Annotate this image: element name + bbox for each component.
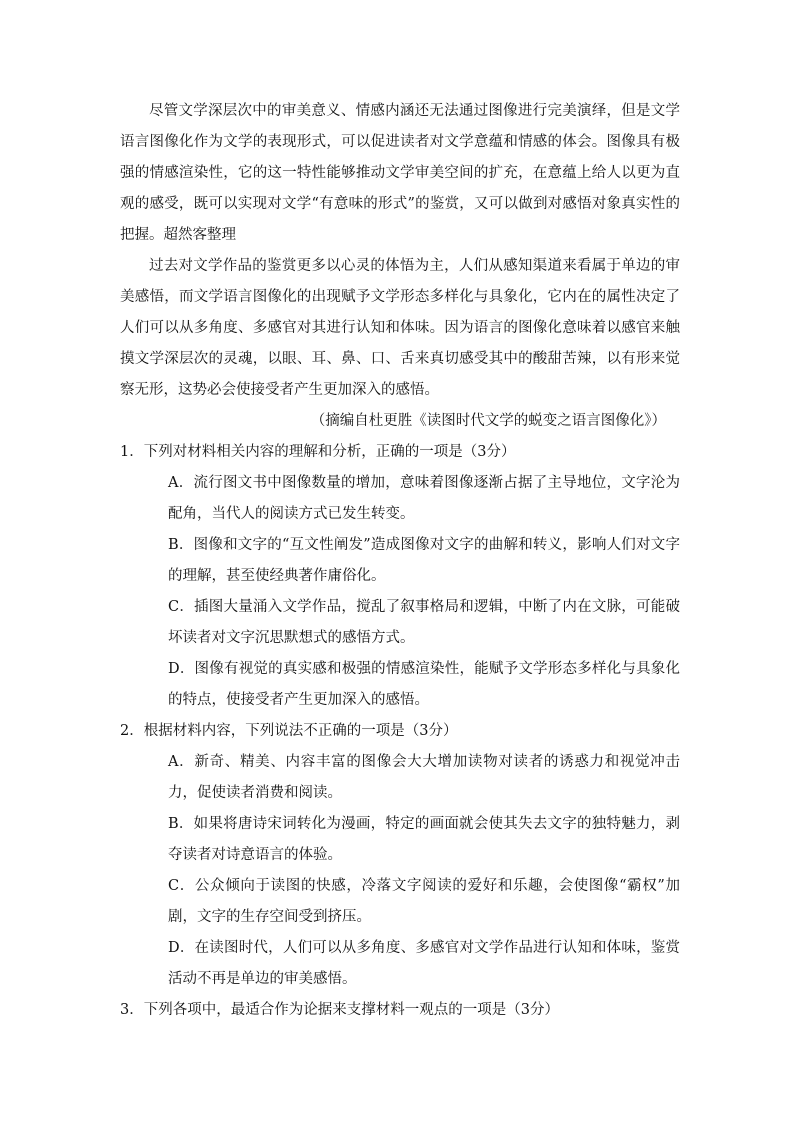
document-page (120, 96, 680, 1026)
passage-paragraph-2: 过去对文学作品的鉴赏更多以心灵的体悟为主，人们从感知渠道来看属于单边的审美感悟，而文学语言图像化的出现赋予文学形态多样化与具象化，它内在的属性决定了人们可以从多角度、多感官对其进行认知和体味。因为语言的图像化意味着以感官来触摸文学深层次的灵魂，以眼、耳、鼻、口、舌来真切感受其中的酸甜苦辣，以有形来觉察无形，这势必会使接受者产生更加深入的感悟。 (120, 258, 680, 398)
option-a: A．流行图文书中图像数量的增加，意味着图像逐渐占据了主导地位，文字沦为配角，当代人的阅读方式已发生转变。 (168, 475, 680, 522)
option-b: B．图像和文字的“互文性阐发”造成图像对文字的曲解和转义，影响人们对文字的理解，甚至使经典著作庸俗化。 (168, 537, 680, 584)
question-stem: 2．根据材料内容，下列说法不正确的一项是（3分） (120, 723, 458, 739)
question-2 (120, 716, 680, 995)
question-3 (120, 995, 680, 1026)
question-stem: 3．下列各项中，最适合作为论据来支撑材料一观点的一项是（3分） (120, 1002, 559, 1018)
question-stem: 1．下列对材料相关内容的理解和分析，正确的一项是（3分） (120, 444, 516, 460)
option-b: B．如果将唐诗宋词转化为漫画，特定的画面就会使其失去文字的独特魅力，剥夺读者对诗意语言的体验。 (168, 816, 680, 863)
option-a: A．新奇、精美、内容丰富的图像会大大增加读物对读者的诱惑力和视觉冲击力，促使读者消费和阅读。 (168, 754, 680, 801)
option-d: D．在读图时代，人们可以从多角度、多感官对文学作品进行认知和体味，鉴赏活动不再是单边的审美感悟。 (168, 940, 680, 987)
option-c: C．插图大量涌入文学作品，搅乱了叙事格局和逻辑，中断了内在文脉，可能破坏读者对文字沉思默想式的感悟方式。 (168, 599, 680, 646)
option-d: D．图像有视觉的真实感和极强的情感渲染性，能赋予文学形态多样化与具象化的特点，使接受者产生更加深入的感悟。 (168, 661, 680, 708)
question-1 (120, 437, 680, 716)
passage-source: （摘编自杜更胜《读图时代文学的蜕变之语言图像化》） (310, 413, 666, 429)
passage-paragraph-1: 尽管文学深层次中的审美意义、情感内涵还无法通过图像进行完美演绎，但是文学语言图像化作为文学的表现形式，可以促进读者对文学意蕴和情感的体会。图像具有极强的情感渲染性，它的这一特性能够推动文学审美空间的扩充，在意蕴上给人以更为直观的感受，既可以实现对文学“有意味的形式”的鉴赏，又可以做到对感悟对象真实性的把握。超然客整理 (120, 103, 680, 243)
option-c: C．公众倾向于读图的快感，冷落文字阅读的爱好和乐趣，会使图像“霸权”加剧，文字的生存空间受到挤压。 (168, 878, 680, 925)
